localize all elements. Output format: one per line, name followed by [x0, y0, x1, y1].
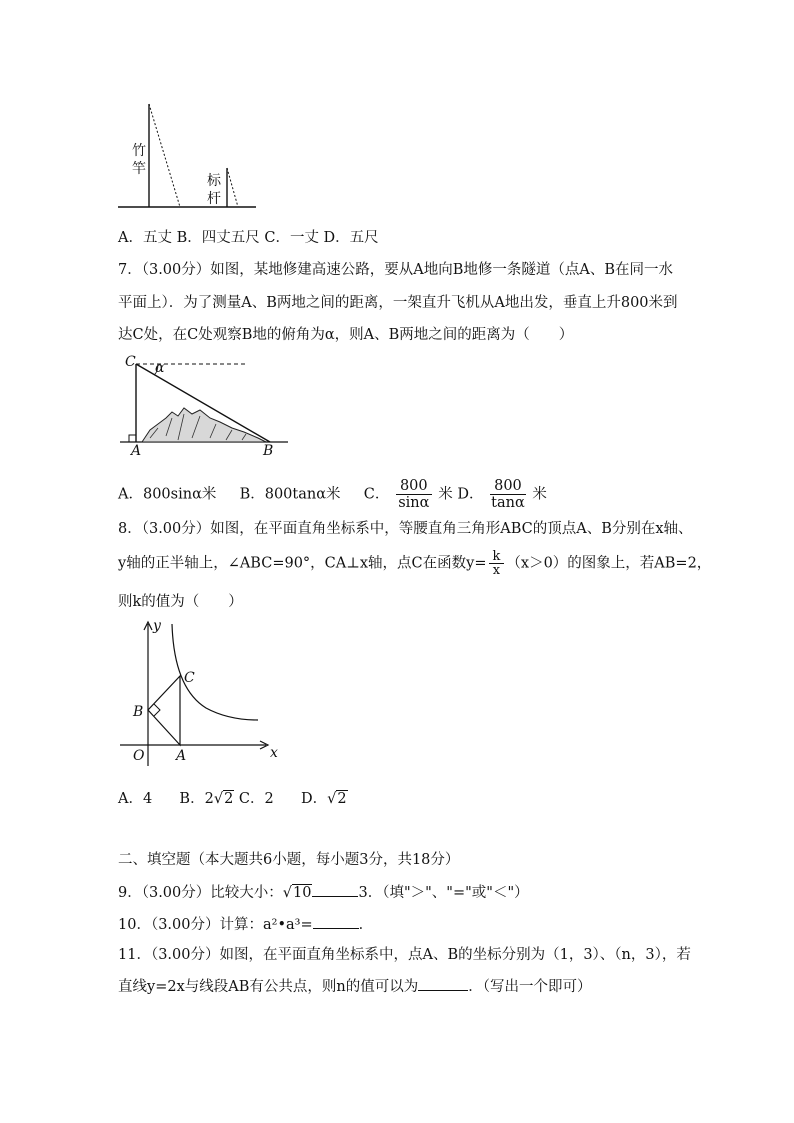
q8-option-c: C．2 [238, 791, 274, 807]
section-2-heading: 二、填空题（本大题共6小题，每小题3分，共18分） [118, 852, 460, 868]
q7-label-C: C [125, 354, 136, 370]
q7-option-c-suffix: 米 D． [438, 486, 484, 503]
q8-line-2: y轴的正半轴上，∠ABC=90°，CA⊥x轴，点C在函数y= $\frac{k}{x}$ （x＞0）的图象上，若AB=2， [118, 549, 712, 578]
q10-answer-blank [313, 914, 359, 929]
q11-answer-blank [418, 976, 468, 991]
q8-option-d: D．√2 [300, 791, 347, 807]
q8-options [118, 788, 348, 810]
q8-k-over-x: $\frac{k}{x}$ [489, 550, 505, 577]
q8-line-1: 8．（3.00分）如图，在平面直角坐标系中，等腰直角三角形ABC的顶点A、B分别在x轴、 [118, 521, 693, 537]
q7-option-d-suffix: 米 [532, 486, 547, 503]
rod-label-1: 标 [207, 173, 221, 189]
q7-label-B: B [263, 443, 274, 459]
q7-options [118, 478, 547, 511]
q8-label-C: C [184, 670, 195, 686]
rod-label-2: 杆 [207, 191, 221, 207]
q8-label-y: y [153, 618, 161, 634]
q7-label-alpha: α [155, 360, 165, 376]
q8-label-O: O [133, 748, 145, 764]
q7-line-1: 7．（3.00分）如图，某地修建高速公路，要从A地向B地修一条隧道（点A、B在同一水 [118, 262, 674, 278]
q11-line-2: 直线y=2x与线段AB有公共点，则n的值可以为 ．（写出一个即可） [118, 976, 591, 997]
pole-shadow-ray [149, 104, 180, 207]
rod-shadow-ray [227, 168, 238, 207]
pole-label-1: 竹 [132, 143, 146, 159]
q9-sqrt: √10 [282, 885, 312, 901]
q9: 9．（3.00分）比较大小：√10 3．（填"＞"、"="或"＜"） [118, 882, 529, 904]
right-angle-mark [129, 435, 136, 442]
q9-answer-blank [312, 882, 358, 897]
q8-option-b: B．2√2 [179, 791, 234, 807]
q11-line-1: 11．（3.00分）如图，在平面直角坐标系中，点A、B的坐标分别为（1，3）、（n，3），若 [118, 947, 691, 963]
q7-option-c-fraction: $\frac{800}{\sin\alpha}$ [396, 478, 432, 511]
pole-label-2: 竿 [132, 161, 146, 177]
q7-label-A: A [131, 443, 142, 459]
q8-line-3: 则k的值为（ ） [118, 594, 243, 610]
triangle-ABC [148, 676, 180, 745]
q8-label-A: A [176, 748, 187, 764]
q7-option-b: B．800tanα米 [239, 486, 341, 503]
q8-label-B: B [133, 704, 144, 720]
q8-label-x: x [270, 745, 278, 761]
mountain-icon [142, 408, 266, 442]
q6-options: A．五丈 B．四丈五尺 C．一丈 D．五尺 [118, 230, 379, 246]
q8-option-a: A．4 [118, 791, 153, 807]
q8-figure [118, 618, 288, 768]
q10: 10．（3.00分）计算：a²•a³= ． [118, 914, 373, 935]
q7-line-3: 达C处，在C处观察B地的俯角为α，则A、B两地之间的距离为（ ） [118, 327, 574, 343]
right-angle-mark [154, 704, 160, 716]
q7-option-c-prefix: C． [363, 486, 390, 503]
q7-option-d-fraction: $\frac{800}{\tan\alpha}$ [491, 478, 525, 511]
q7-option-a: A．800sinα米 [118, 486, 217, 503]
q7-line-2: 平面上）．为了测量A、B两地之间的距离，一架直升飞机从A地出发，垂直上升800米到 [118, 295, 678, 311]
